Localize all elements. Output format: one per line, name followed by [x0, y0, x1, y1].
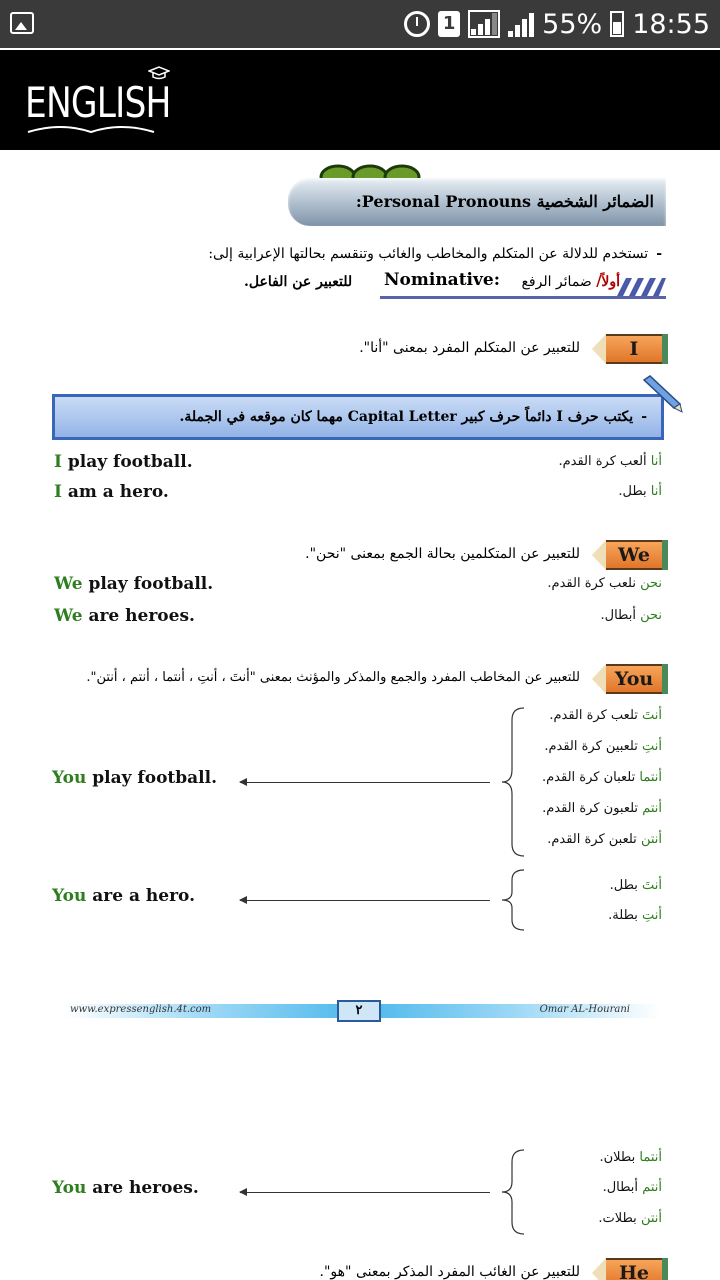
example-I-2-arabic — [618, 484, 662, 499]
example-I-1-arabic-rest: ألعب كرة القدم. — [558, 454, 651, 469]
pronoun-We-description: للتعبير عن المتكلمين بحالة الجمع بمعنى "نحن". — [305, 546, 580, 562]
you-g2-english — [52, 886, 195, 906]
note-text — [179, 409, 647, 425]
you-g2-english-rest: are a hero. — [86, 886, 196, 906]
pronoun-tag-I-label: I — [606, 334, 662, 364]
you-g1-english — [52, 768, 217, 788]
example-I-2-rest: am a hero. — [61, 482, 169, 502]
pronoun-tag-We — [592, 540, 668, 570]
intro-text — [208, 246, 662, 262]
you-g1-ar-3-rest: تلعبون كرة القدم. — [542, 801, 643, 816]
you-g1-ar-4-rest: تلعبن كرة القدم. — [547, 832, 641, 847]
you-g3-ar-1-pronoun: أنتم — [642, 1180, 662, 1195]
you-g1-english-pronoun: You — [52, 768, 87, 788]
pronoun-tag-You-label: You — [606, 664, 662, 694]
you-g3-ar-2-pronoun: أنتن — [640, 1211, 662, 1226]
capital-letter-note — [52, 394, 664, 440]
example-I-1-arabic — [558, 454, 662, 469]
you-g2-english-pronoun: You — [52, 886, 87, 906]
nominative-english: Nominative: — [384, 270, 500, 290]
nominative-arabic: ضمائر الرفع — [521, 274, 592, 290]
example-We-2-arabic-pronoun: نحن — [640, 608, 662, 623]
document-page — [0, 150, 720, 1280]
you-g2-ar-0-rest: بطل. — [609, 878, 642, 893]
you-g3-ar-1-rest: أبطال. — [602, 1180, 643, 1195]
battery-percent: 55% — [542, 8, 603, 40]
graduation-cap-icon — [148, 66, 170, 80]
status-icons — [404, 8, 710, 40]
arrow-you-group-1 — [240, 782, 490, 783]
app-logo: ENGLISH — [25, 78, 171, 127]
pronoun-He-description: للتعبير عن الغائب المفرد المذكر بمعنى "هو". — [319, 1264, 580, 1280]
example-We-2-rest: are heroes. — [82, 606, 195, 626]
pronoun-tag-He — [592, 1258, 668, 1280]
arrow-you-group-3 — [240, 1192, 490, 1193]
you-g1-ar-4 — [547, 832, 662, 847]
footer-website: www.expressenglish.4t.com — [70, 1004, 212, 1015]
battery-icon — [610, 11, 624, 37]
nominative-purpose: للتعبير عن الفاعل. — [244, 274, 353, 290]
you-g1-ar-0-pronoun: أنتَ — [642, 708, 662, 723]
example-We-1-arabic-pronoun: نحن — [640, 576, 662, 591]
example-We-2-pronoun: We — [54, 606, 83, 626]
you-g2-ar-0-pronoun: أنتَ — [642, 878, 662, 893]
you-g3-english — [52, 1178, 199, 1198]
you-g1-ar-0 — [549, 708, 662, 723]
example-We-2-arabic-rest: أبطال. — [600, 608, 641, 623]
pronoun-tag-I — [592, 334, 668, 364]
pronoun-tag-We-label: We — [606, 540, 662, 570]
you-g1-ar-1-rest: تلعبين كرة القدم. — [544, 739, 642, 754]
you-g3-ar-0-pronoun: أنتما — [639, 1150, 662, 1165]
you-g3-english-pronoun: You — [52, 1178, 87, 1198]
example-We-2-arabic — [601, 608, 662, 623]
nominative-label — [521, 274, 620, 290]
you-g1-ar-1-pronoun: أنتِ — [642, 739, 662, 754]
you-g3-english-rest: are heroes. — [86, 1178, 199, 1198]
section-title: الضمائر الشخصية Personal Pronouns: — [355, 192, 654, 211]
you-g2-ar-0 — [610, 878, 662, 893]
example-I-1-pronoun: I — [54, 452, 62, 472]
gallery-notification-icon — [10, 12, 34, 34]
you-g3-ar-2-rest: بطلات. — [598, 1211, 641, 1226]
section-title-banner — [288, 178, 666, 226]
example-I-2-english — [54, 482, 169, 502]
example-We-1-arabic-rest: نلعب كرة القدم. — [547, 576, 641, 591]
alarm-icon — [404, 11, 430, 37]
arrow-you-group-2 — [240, 900, 490, 901]
you-g1-ar-0-rest: تلعب كرة القدم. — [549, 708, 642, 723]
pronoun-tag-You — [592, 664, 668, 694]
you-g1-english-rest: play football. — [86, 768, 218, 788]
example-We-1-arabic — [547, 576, 662, 591]
you-g1-ar-1 — [544, 739, 662, 754]
you-g1-ar-2 — [542, 770, 662, 785]
pronoun-tag-He-label: He — [606, 1258, 662, 1280]
you-g3-ar-0 — [600, 1150, 663, 1165]
you-g1-ar-4-pronoun: أنتن — [640, 832, 662, 847]
example-We-1-pronoun: We — [54, 574, 83, 594]
signal-sim1-icon — [468, 10, 500, 38]
sim-slot-icon: 1 — [438, 11, 460, 37]
you-g1-ar-3 — [542, 801, 662, 816]
example-We-1-rest: play football. — [82, 574, 214, 594]
you-g1-ar-3-pronoun: أنتم — [642, 801, 662, 816]
you-g3-ar-1 — [603, 1180, 662, 1195]
note-text-content: يكتب حرف I دائماً حرف كبير Capital Letter مهما كان موقعه في الجملة. — [179, 409, 634, 425]
example-I-2-pronoun: I — [54, 482, 62, 502]
example-We-2-english — [54, 606, 195, 626]
example-I-2-arabic-rest: بطل. — [618, 484, 651, 499]
intro-text-content: تستخدم للدلالة عن المتكلم والمخاطب والغائب وتنقسم بحالتها الإعرابية إلى: — [208, 246, 649, 262]
brace-you-group-2 — [498, 868, 528, 932]
pronoun-I-description: للتعبير عن المتكلم المفرد بمعنى "أنا". — [359, 340, 580, 356]
you-g2-ar-1-pronoun: أنتِ — [642, 908, 662, 923]
pronoun-You-description: للتعبير عن المخاطب المفرد والجمع والمذكر والمؤنث بمعنى "أنتَ ، أنتِ ، أنتما ، أنتم ، أنتن". — [86, 670, 580, 685]
status-bar — [0, 0, 720, 48]
example-I-2-arabic-pronoun: أنا — [650, 484, 662, 499]
example-We-1-english — [54, 574, 213, 594]
nominative-prefix: أولاً/ — [596, 274, 620, 290]
you-g1-ar-2-rest: تلعبان كرة القدم. — [542, 770, 640, 785]
app-header — [0, 50, 720, 150]
you-g2-ar-1-rest: بطلة. — [608, 908, 642, 923]
page-number: ٢ — [337, 1000, 381, 1022]
you-g1-ar-2-pronoun: أنتما — [639, 770, 662, 785]
brace-you-group-1 — [498, 706, 528, 858]
you-g2-ar-1 — [608, 908, 662, 923]
you-g3-ar-2 — [598, 1211, 662, 1226]
pencil-icon — [640, 374, 684, 414]
you-g3-ar-0-rest: بطلان. — [599, 1150, 640, 1165]
clock: 18:55 — [632, 8, 710, 40]
book-underline-icon — [26, 122, 156, 136]
example-I-1-rest: play football. — [61, 452, 193, 472]
signal-sim2-icon — [508, 11, 534, 37]
nominative-underline — [380, 296, 666, 299]
example-I-1-english — [54, 452, 193, 472]
brace-you-group-3 — [498, 1148, 528, 1236]
example-I-1-arabic-pronoun: أنا — [650, 454, 662, 469]
footer-author: Omar AL-Hourani — [539, 1004, 630, 1015]
